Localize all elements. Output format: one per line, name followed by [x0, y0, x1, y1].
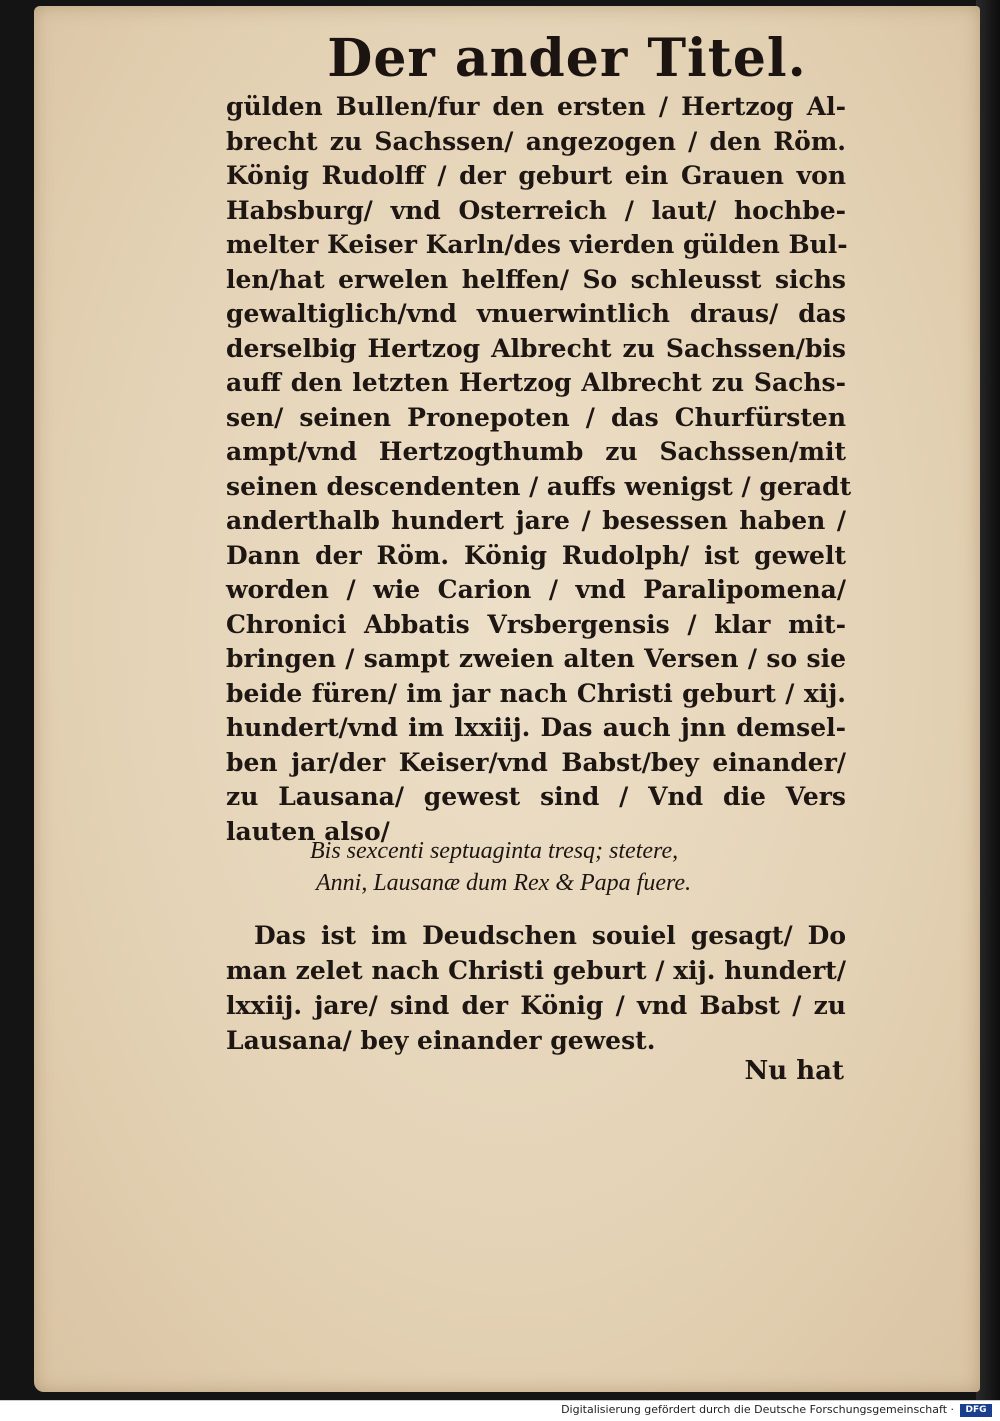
body-line: melter Keiser Karln/des vierden gülden Bul-	[226, 230, 848, 259]
body-line: Das ist im Deudschen souiel gesagt/ Do	[254, 921, 846, 950]
body-line: lauten also/	[226, 816, 390, 846]
body-line: Lausana/ bey einander gewest.	[226, 1026, 656, 1055]
body-line: ben jar/der Keiser/vnd Babst/bey einander/	[226, 747, 846, 777]
body-line: Chronici Abbatis Vrsbergensis / klar mit-	[226, 609, 846, 639]
page-title: Der ander Titel.	[327, 28, 807, 89]
body-line: lxxiij. jare/ sind der König / vnd Babst / zu	[226, 991, 846, 1020]
body-line: anderthalb hundert jare / besessen haben /	[226, 506, 846, 535]
body-line: len/hat erwelen helffen/ So schleusst sichs	[226, 264, 846, 294]
body-line: auff den letzten Hertzog Albrecht zu Sachs-	[226, 368, 846, 397]
body-line: hundert/vnd im lxxiij. Das auch jnn demsel-	[226, 713, 846, 742]
catchword: Nu hat	[744, 1056, 844, 1086]
body-text	[226, 90, 852, 849]
body-line: seinen descendenten / auffs wenigst / geradt	[226, 471, 852, 501]
latin-verse	[310, 835, 830, 899]
dfg-logo[interactable]: DFG	[960, 1404, 992, 1417]
body-line: König Rudolff / der geburt ein Grauen von	[226, 161, 846, 190]
footer-credit: Digitalisierung gefördert durch die Deutsche Forschungsgemeinschaft ·	[561, 1403, 954, 1416]
verse-line: Anni, Lausanæ dum Rex & Papa fuere.	[316, 870, 692, 896]
body-line: brecht zu Sachssen/ angezogen / den Röm.	[226, 126, 846, 156]
body-line: gülden Bullen/fur den ersten / Hertzog Al-	[226, 92, 846, 121]
translation-paragraph	[226, 918, 846, 1058]
body-line: Dann der Röm. König Rudolph/ ist gewelt	[226, 540, 846, 570]
body-line: beide füren/ im jar nach Christi geburt / xij.	[226, 678, 846, 708]
body-line: gewaltiglich/vnd vnuerwintlich draus/ das	[226, 299, 846, 328]
body-line: Habsburg/ vnd Osterreich / laut/ hochbe-	[226, 195, 846, 225]
verse-line: Bis sexcenti septuaginta tresq; stetere,	[310, 838, 679, 864]
body-line: worden / wie Carion / vnd Paralipomena/	[226, 575, 846, 604]
body-line: sen/ seinen Pronepoten / das Churfürsten	[226, 402, 846, 432]
body-line: bringen / sampt zweien alten Versen / so sie	[226, 644, 846, 673]
footer-bar	[0, 1400, 1000, 1421]
body-line: ampt/vnd Hertzogthumb zu Sachssen/mit	[226, 437, 846, 466]
body-line: derselbig Hertzog Albrecht zu Sachssen/bis	[226, 333, 846, 363]
body-line: man zelet nach Christi geburt / xij. hundert/	[226, 956, 846, 985]
body-line: zu Lausana/ gewest sind / Vnd die Vers	[226, 782, 846, 811]
